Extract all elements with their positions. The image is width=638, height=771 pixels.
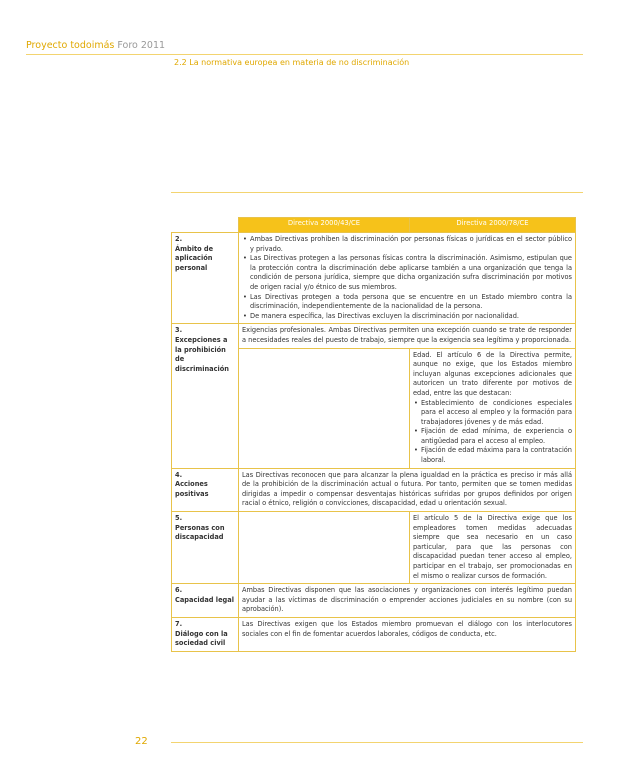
row-label: Ámbito de aplicación personal [175, 244, 214, 272]
table-row [172, 468, 576, 511]
table-row [172, 233, 576, 324]
row-number: 3. [175, 326, 183, 335]
table-row [172, 512, 576, 584]
section-title: 2.2 La normativa europea en materia de no discriminación [174, 58, 410, 67]
row-content: Ambas Directivas disponen que las asociaciones y organizaciones con interés legítimo puedan ayudar a las víctimas de discriminación o emprender acciones judiciales en su nombre (con su aprobación). [239, 584, 576, 618]
row-label: Excepciones a la prohibición de discriminación [175, 335, 229, 373]
row-content [239, 233, 576, 324]
empty-cell [239, 512, 410, 584]
row-content: Las Directivas exigen que los Estados miembro promuevan el diálogo con los interlocutores sociales con el fin de fomentar acuerdos laborales, códigos de conducta, etc. [239, 617, 576, 651]
list-item: • Fijación de edad mínima, de experiencia o antigüedad para el acceso al empleo. [421, 427, 572, 446]
row-header [172, 324, 239, 468]
table-row [172, 617, 576, 651]
row-number: 7. [175, 619, 183, 628]
header-rule-left [26, 54, 171, 55]
row-header [172, 617, 239, 651]
list-item: • Las Directivas protegen a toda persona que se encuentre en un Estado miembro contra la discriminación, independientemente de la nacionalidad de la persona. [250, 293, 572, 312]
col-header-43: Directiva 2000/43/CE [239, 218, 410, 233]
table-header-row [172, 218, 576, 233]
row-number: 6. [175, 586, 183, 595]
row-content-78: El artículo 5 de la Directiva exige que los empleadores tomen medidas adecuadas siempre que sea necesario en un caso particular, para que las personas con discapacidad puedan tener acceso al empleo, participar en el trabajo, ser promocionadas en el mismo o realizar cursos de formación. [410, 512, 576, 584]
row-content-78 [410, 348, 576, 468]
row-content: Las Directivas reconocen que para alcanzar la plena igualdad en la práctica es preciso ir más allá de la prohibición de la discriminación actual o futura. Por tanto, permiten que se tomen medidas dirigidas a impedir o compensar desventajas históricas sufridas por grupos definidos por origen racial o étnico, religión o convicciones, discapacidad, edad u orientación sexual. [239, 468, 576, 511]
table-row [172, 324, 576, 348]
list-item: • De manera específica, las Directivas excluyen la discriminación por nacionalidad. [250, 312, 572, 322]
empty-cell [239, 348, 410, 468]
list-item: • Establecimiento de condiciones especiales para el acceso al empleo y la formación para trabajadores jóvenes y de más edad. [421, 399, 572, 428]
table-top-rule [171, 192, 583, 193]
row-content: Exigencias profesionales. Ambas Directivas permiten una excepción cuando se trate de responder a necesidades reales del puesto de trabajo, siempre que la exigencia sea legítima y proporcionada. [239, 324, 576, 348]
forum-label: Foro 2011 [117, 40, 166, 51]
list-item: • Las Directivas protegen a las personas físicas contra la discriminación. Asimismo, estipulan que la protección contra la discriminación debe aplicarse también a una organización que tenga la condición de persona jurídica, siempre que dicha organización sufra discriminación por motivos de origen racial y/o étnico de sus miembros. [250, 254, 572, 292]
row-label: Diálogo con la sociedad civil [175, 629, 228, 648]
running-header [26, 40, 165, 51]
row-number: 2. [175, 235, 183, 243]
row-text: Edad. El artículo 6 de la Directiva permite, aunque no exige, que los Estados miembro incluyan algunas excepciones adicionales que autoricen un trato diferente por motivos de edad, entre las que destacan: [413, 350, 572, 397]
page-number: 22 [135, 736, 148, 747]
footer-rule [171, 742, 583, 743]
col-header-78: Directiva 2000/78/CE [410, 218, 576, 233]
row-header [172, 233, 239, 324]
list-item: • Fijación de edad máxima para la contratación laboral. [421, 446, 572, 465]
list-item: • Ambas Directivas prohíben la discriminación por personas físicas o jurídicas en el sector público y privado. [250, 235, 572, 254]
row-number: 4. [175, 470, 183, 479]
header-rule-right [171, 54, 583, 55]
row-header [172, 468, 239, 511]
row-label: Personas con discapacidad [175, 523, 225, 542]
row-label: Acciones positivas [175, 480, 209, 498]
project-name: Proyecto todoimás [26, 40, 115, 51]
row-number: 5. [175, 514, 183, 523]
row-header [172, 584, 239, 618]
directives-table [171, 217, 576, 652]
table-row [172, 584, 576, 618]
row-label: Capacidad legal [175, 595, 234, 604]
row-header [172, 512, 239, 584]
header-blank-cell [172, 218, 239, 233]
